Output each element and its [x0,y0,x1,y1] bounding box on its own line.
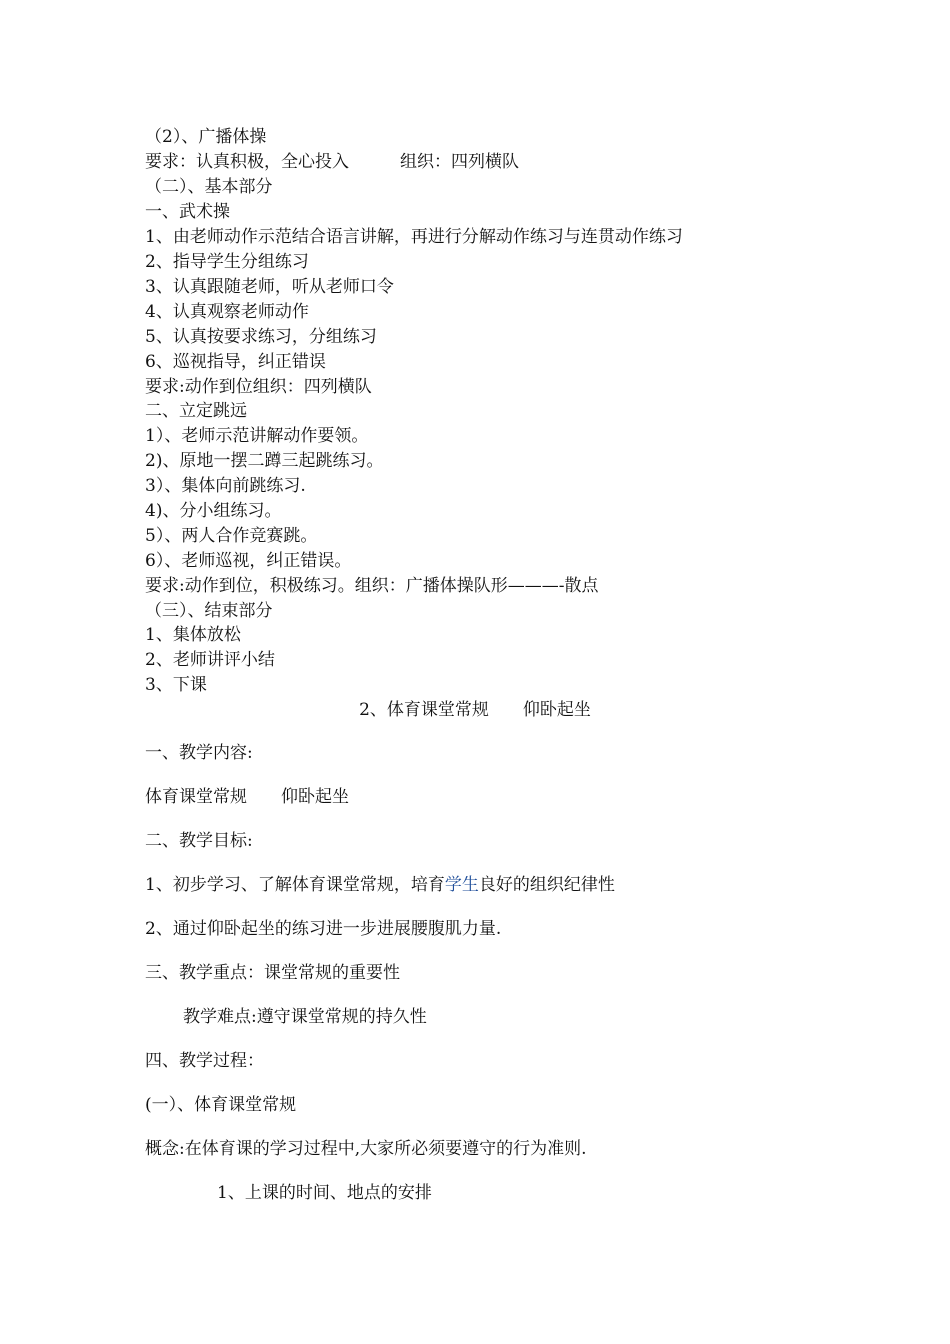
text-line: 1）、老师示范讲解动作要领。 [145,426,369,446]
text-line: 要求:动作到位组织：四列横队 [145,377,372,397]
text-line: 3、下课 [145,675,207,695]
content-heading: 一、教学内容: [145,743,253,763]
text-line: 一、武术操 [145,202,230,222]
content-text: 体育课堂常规 仰卧起坐 [145,787,349,807]
section-heading: （三）、结束部分 [145,601,273,621]
goals-heading: 二、教学目标: [145,831,253,851]
text-line: 1、集体放松 [145,625,241,645]
section-heading: （二）、基本部分 [145,177,273,197]
goal-1-highlight: 学生 [444,875,479,895]
difficulty: 教学难点:遵守课堂常规的持久性 [183,1007,427,1027]
sub-heading: (一）、体育课堂常规 [145,1095,297,1115]
goal-1 [145,874,615,896]
process-heading: 四、教学过程： [145,1051,264,1071]
text-line: 要求：认真积极，全心投入 组织：四列横队 [145,152,519,172]
text-line: 2、指导学生分组练习 [145,252,309,272]
lesson-title: 2、体育课堂常规 仰卧起坐 [359,700,591,720]
concept: 概念:在体育课的学习过程中,大家所必须要遵守的行为准则. [145,1139,587,1159]
text-line: 4、认真观察老师动作 [145,302,309,322]
text-line: 6）、老师巡视，纠正错误。 [145,551,352,571]
goal-1-start: 1、初步学习、了解体育课堂常规，培育 [145,875,445,895]
text-line: 2、老师讲评小结 [145,650,275,670]
text-line: 3、认真跟随老师，听从老师口令 [145,277,394,297]
text-line: 4)、分小组练习。 [145,501,282,521]
text-line: 要求:动作到位，积极练习。组织：广播体操队形———-散点 [145,576,599,596]
text-line: 1、由老师动作示范结合语言讲解，再进行分解动作练习与连贯动作练习 [145,227,683,247]
goal-1-end: 良好的组织纪律性 [478,875,615,895]
goal-2: 2、通过仰卧起坐的练习进一步进展腰腹肌力量. [145,919,502,939]
text-line: 二、立定跳远 [145,401,247,421]
text-line: 5）、两人合作竞赛跳。 [145,526,318,546]
text-line: 6、巡视指导，纠正错误 [145,352,326,372]
key-point: 三、教学重点：课堂常规的重要性 [145,963,400,983]
text-line: 3）、集体向前跳练习. [145,476,306,496]
text-line: （2）、广播体操 [145,127,267,147]
text-line: 2)、原地一摆二蹲三起跳练习。 [145,451,384,471]
text-line: 5、认真按要求练习，分组练习 [145,327,377,347]
item-1: 1、上课的时间、地点的安排 [217,1183,432,1203]
